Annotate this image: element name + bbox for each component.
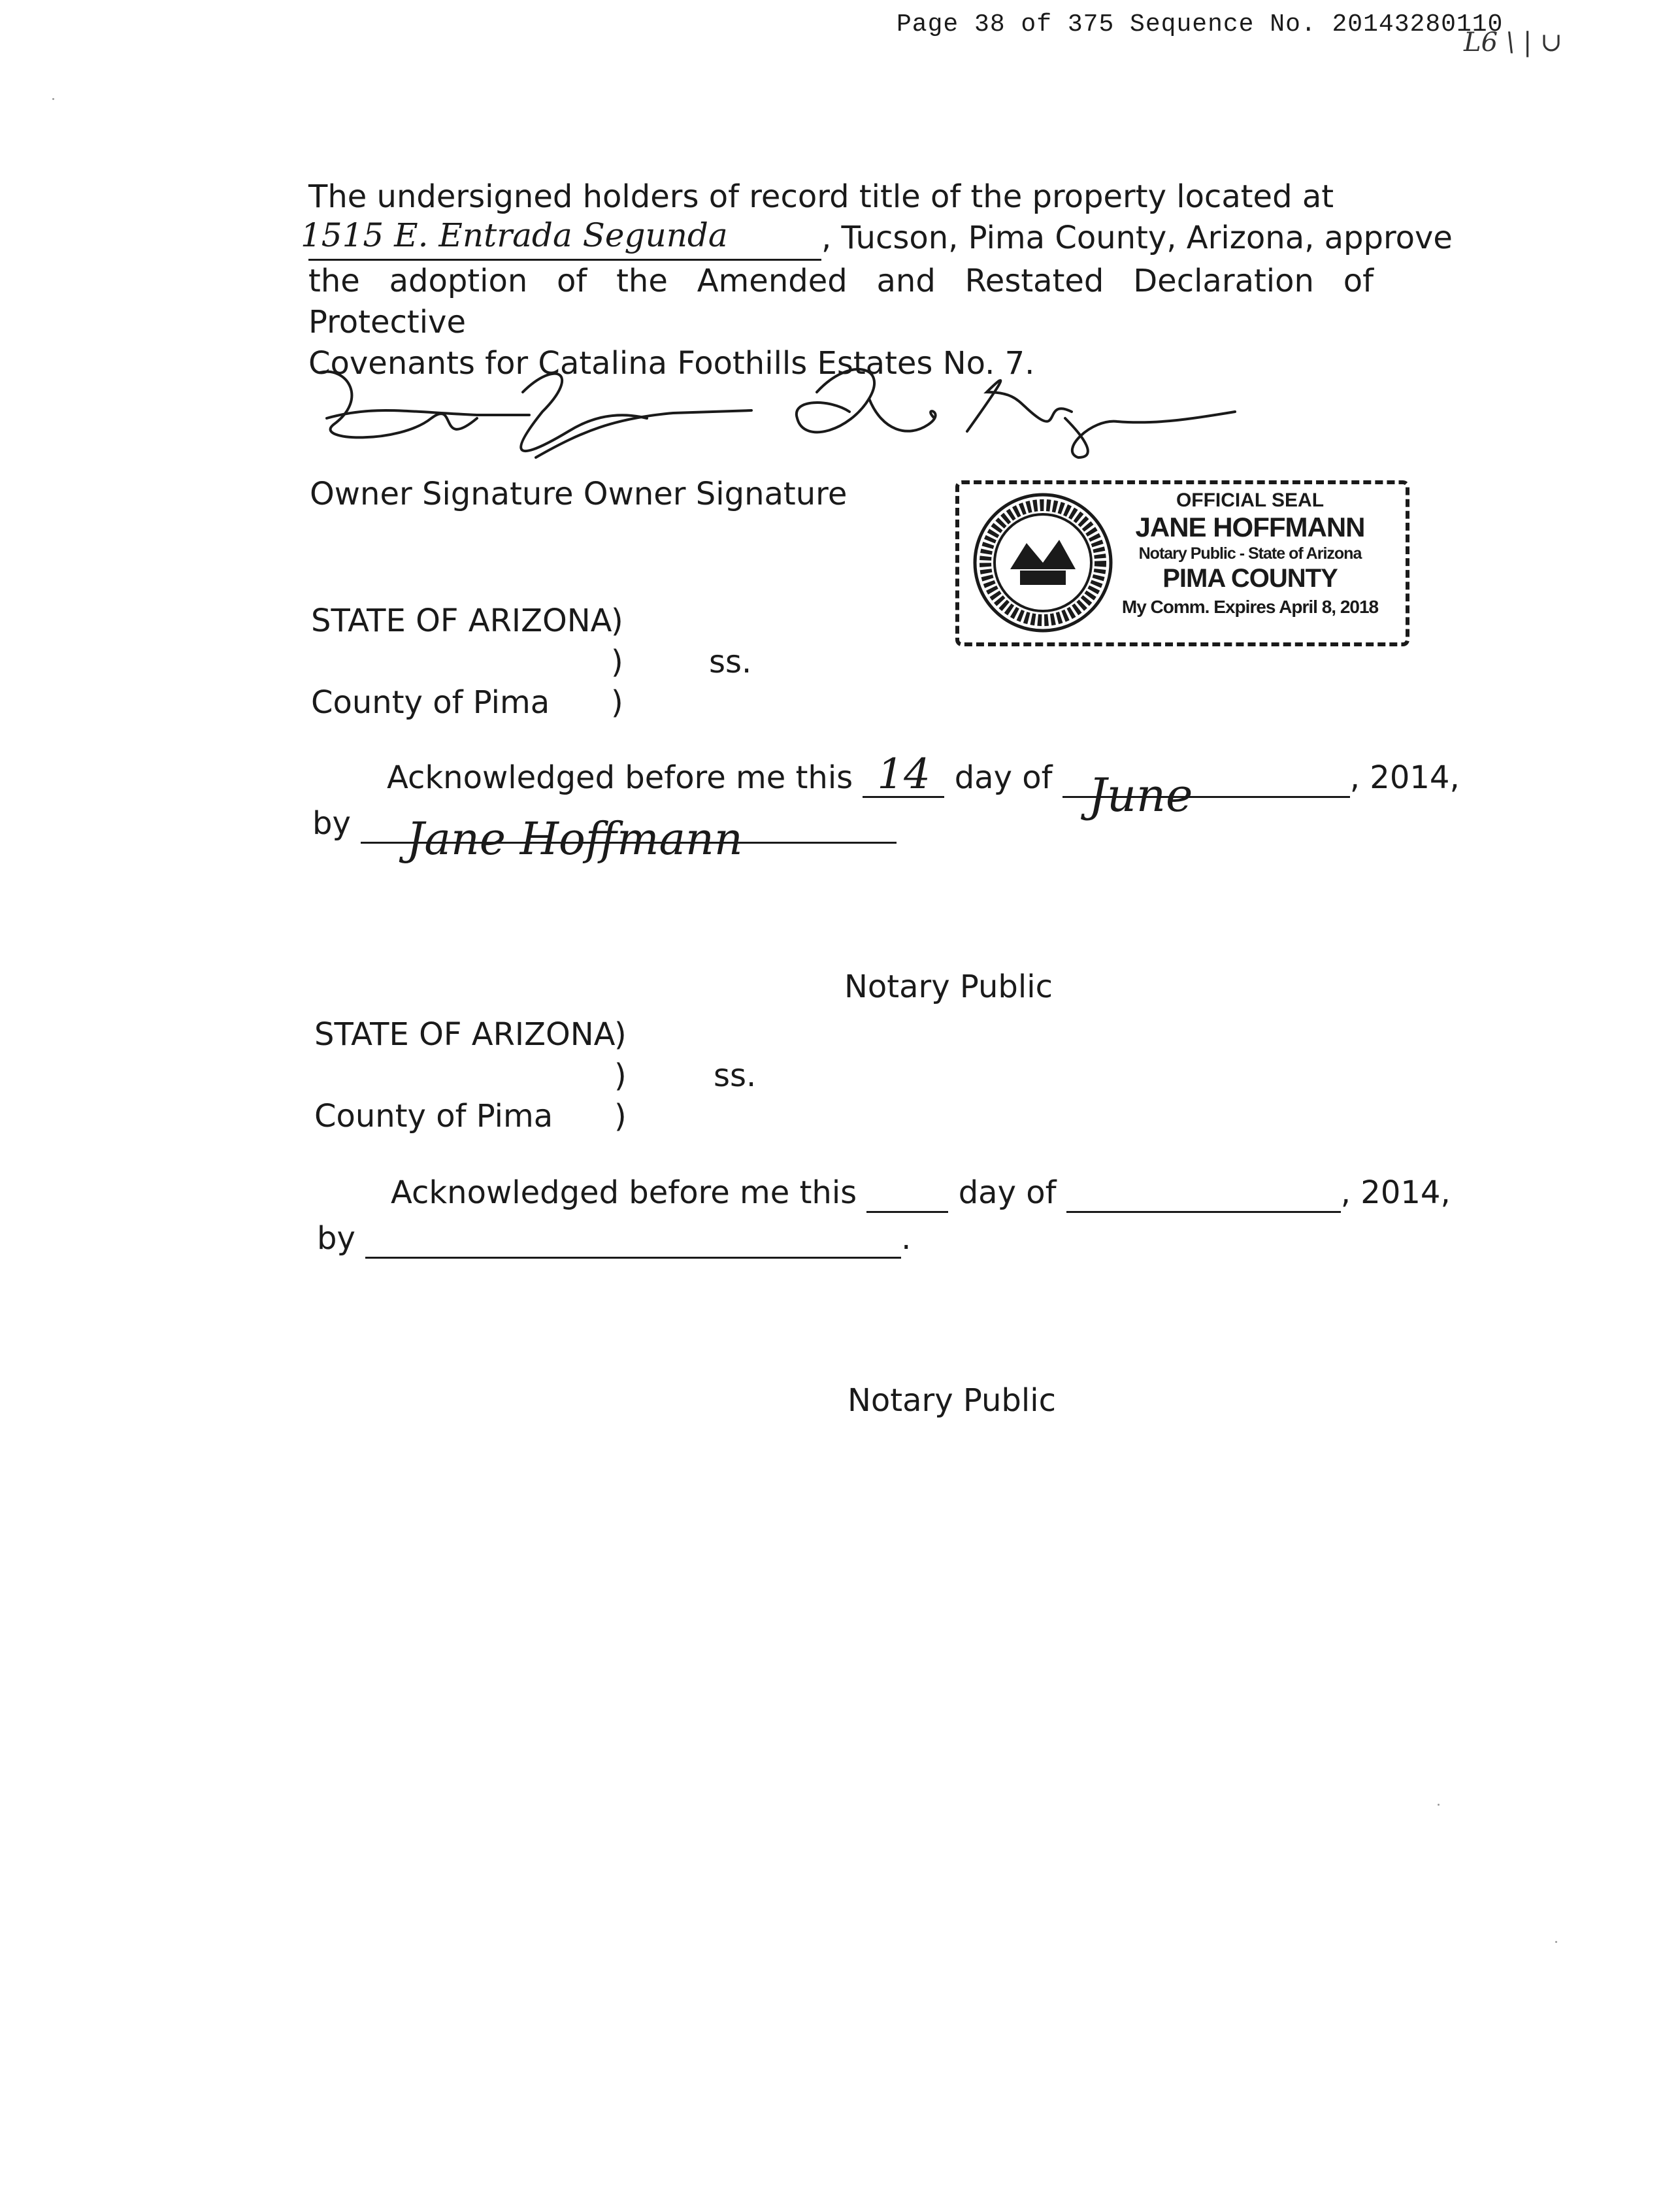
paren-2b: ) — [614, 1057, 627, 1094]
month-blank-1 — [1062, 759, 1350, 822]
paren-1b: ) — [611, 644, 623, 680]
seal-official-label: OFFICIAL SEAL — [1176, 489, 1325, 511]
year-1: , 2014, — [1349, 759, 1460, 796]
location-text: , Tucson, Pima County, Arizona, approve — [821, 220, 1453, 256]
paren-1a: ) — [611, 603, 623, 639]
day-blank-1 — [863, 750, 944, 799]
by-blank-2 — [365, 1220, 901, 1259]
ss-label-1: ss. — [709, 644, 752, 680]
by-blank-1 — [361, 805, 897, 865]
approval-line-2 — [301, 216, 1453, 261]
day-of-1: day of — [954, 759, 1053, 796]
address-handwritten: 1515 E. Entrada Segunda — [301, 216, 728, 254]
seal-notary-title: Notary Public - State of Arizona — [1138, 544, 1362, 563]
approval-line-4: Covenants for Catalina Foothills Estates No. 7. — [308, 345, 1035, 382]
by-label-1: by — [312, 805, 351, 842]
month-blank-2 — [1066, 1174, 1341, 1213]
month-handwritten: June — [1088, 769, 1193, 822]
page-sequence-header: Page 38 of 375 Sequence No. 20143280110 — [897, 10, 1504, 39]
notary-seal-stamp — [955, 480, 1409, 646]
county-label-1: County of Pima — [311, 684, 550, 721]
owner-signatures — [307, 353, 1255, 484]
seal-commission-expiry: My Comm. Expires April 8, 2018 — [1121, 597, 1379, 617]
approval-line-1: The undersigned holders of record title of the property located at — [308, 178, 1334, 215]
seal-notary-name: JANE HOFFMANN — [1135, 512, 1365, 542]
year-2: , 2014, — [1340, 1174, 1451, 1211]
paren-1c: ) — [611, 684, 623, 721]
day-handwritten: 14 — [877, 750, 931, 799]
by-handwritten-name: Jane Hoffmann — [406, 814, 743, 865]
notary-public-label-2: Notary Public — [848, 1382, 1056, 1419]
notary-public-label-1: Notary Public — [844, 969, 1053, 1005]
approval-line-3: the adoption of the Amended and Restated Declaration of Protective — [308, 263, 1374, 340]
ack-prefix-1: Acknowledged before me this — [387, 759, 853, 796]
day-of-2: day of — [958, 1174, 1057, 1211]
state-label-2: STATE OF ARIZONA — [314, 1016, 616, 1053]
paren-2c: ) — [614, 1098, 627, 1135]
state-label-1: STATE OF ARIZONA — [311, 603, 612, 639]
county-label-2: County of Pima — [314, 1098, 553, 1135]
by-period-2: . — [901, 1220, 912, 1257]
acknowledgment-line-2 — [391, 1174, 1451, 1213]
address-blank — [301, 216, 821, 261]
by-label-2: by — [317, 1220, 355, 1257]
ss-label-2: ss. — [714, 1057, 757, 1094]
seal-county: PIMA COUNTY — [1162, 564, 1338, 593]
by-line-1 — [312, 805, 897, 865]
by-line-2 — [317, 1220, 911, 1259]
day-blank-2 — [866, 1174, 948, 1213]
owner-signature-label: Owner Signature Owner Signature — [310, 476, 848, 512]
corner-handwritten-marks: L6 \ | ∪ — [1464, 27, 1562, 58]
scan-speck — [52, 98, 54, 100]
paren-2a: ) — [614, 1016, 627, 1053]
state-seal-emblem — [971, 491, 1115, 635]
scan-speck — [1555, 1941, 1557, 1943]
ack-prefix-2: Acknowledged before me this — [391, 1174, 857, 1211]
acknowledgment-line-1 — [387, 750, 1460, 822]
scan-speck — [1438, 1804, 1440, 1806]
